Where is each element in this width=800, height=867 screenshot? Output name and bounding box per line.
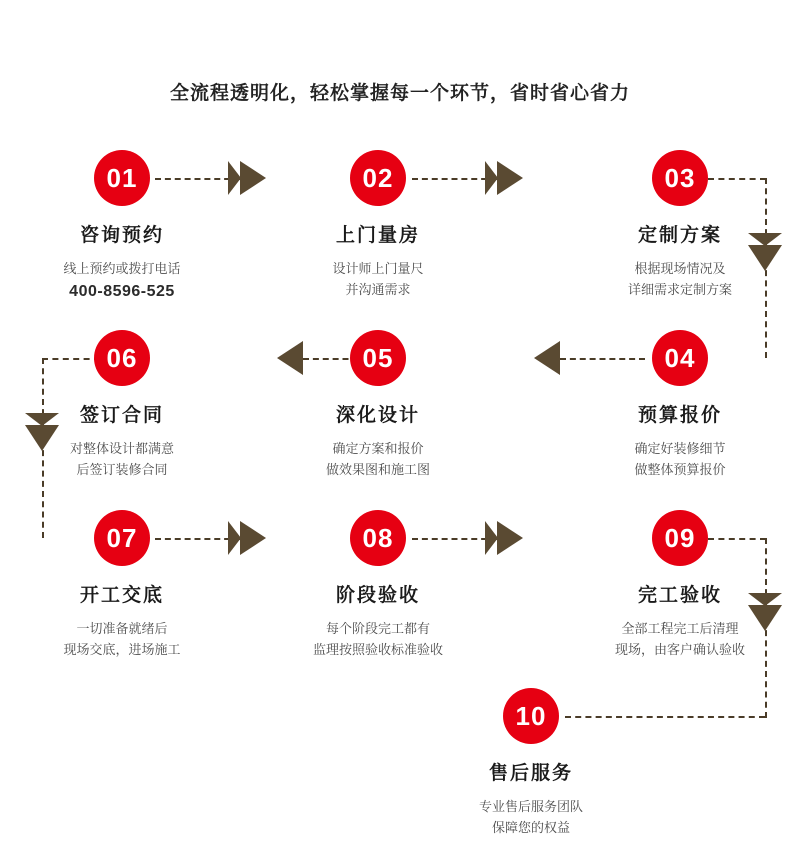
step-desc-line1: 确定好装修细节 xyxy=(634,441,726,456)
step-desc-line2: 现场交底，进场施工 xyxy=(63,642,181,657)
step-description xyxy=(431,796,631,838)
step-badge: 03 xyxy=(652,150,708,206)
step-05[interactable] xyxy=(278,330,478,480)
arrow-right-tail-02-03 xyxy=(485,161,498,195)
step-title: 售后服务 xyxy=(488,763,573,784)
arrow-right-tail-07-08 xyxy=(228,521,241,555)
step-description xyxy=(22,618,222,660)
step-10[interactable] xyxy=(431,688,631,838)
step-09[interactable] xyxy=(580,510,780,660)
step-badge: 01 xyxy=(94,150,150,206)
step-07[interactable] xyxy=(22,510,222,660)
step-title: 定制方案 xyxy=(637,225,722,246)
step-title: 签订合同 xyxy=(79,405,164,426)
step-desc-line1: 线上预约或拨打电话 xyxy=(63,261,181,276)
step-desc-line1: 设计师上门量尺 xyxy=(332,261,424,276)
step-badge: 06 xyxy=(94,330,150,386)
step-desc-line1: 对整体设计都满意 xyxy=(69,441,174,456)
step-desc-line2: 并沟通需求 xyxy=(345,282,411,297)
step-08[interactable] xyxy=(278,510,478,660)
step-description xyxy=(278,438,478,480)
step-description xyxy=(22,258,222,302)
step-badge: 02 xyxy=(350,150,406,206)
step-badge: 05 xyxy=(350,330,406,386)
page-title: 全流程透明化，轻松掌握每一个环节，省时省心省力 xyxy=(169,83,630,104)
step-desc-line2: 做整体预算报价 xyxy=(634,462,726,477)
step-title: 完工验收 xyxy=(637,585,722,606)
step-badge: 07 xyxy=(94,510,150,566)
step-description xyxy=(22,438,222,480)
step-desc-line2: 保障您的权益 xyxy=(491,820,570,835)
step-title: 开工交底 xyxy=(79,585,164,606)
step-desc-line2: 详细需求定制方案 xyxy=(627,282,732,297)
step-title: 预算报价 xyxy=(637,405,722,426)
step-desc-line2: 做效果图和施工图 xyxy=(325,462,430,477)
step-desc-line1: 一切准备就绪后 xyxy=(76,621,168,636)
step-desc-line1: 根据现场情况及 xyxy=(634,261,726,276)
step-description xyxy=(278,258,478,300)
step-description xyxy=(580,258,780,300)
step-desc-line1: 每个阶段完工都有 xyxy=(325,621,430,636)
arrow-right-tail-01-02 xyxy=(228,161,241,195)
step-desc-line2: 后签订装修合同 xyxy=(76,462,168,477)
step-description xyxy=(580,618,780,660)
step-desc-line2: 现场，由客户确认验收 xyxy=(614,642,745,657)
arrow-right-icon-02-03 xyxy=(497,161,523,195)
step-badge: 08 xyxy=(350,510,406,566)
arrow-right-tail-08-09 xyxy=(485,521,498,555)
step-title: 阶段验收 xyxy=(335,585,420,606)
step-title: 咨询预约 xyxy=(79,225,164,246)
contact-phone: 400-8596-525 xyxy=(69,283,175,300)
step-04[interactable] xyxy=(580,330,780,480)
arrow-right-icon-07-08 xyxy=(240,521,266,555)
step-desc-line1: 确定方案和报价 xyxy=(332,441,424,456)
step-desc-line1: 专业售后服务团队 xyxy=(478,799,583,814)
step-badge: 09 xyxy=(652,510,708,566)
arrow-left-tail-04-05 xyxy=(547,341,560,375)
step-title: 上门量房 xyxy=(335,225,420,246)
step-badge: 04 xyxy=(652,330,708,386)
step-badge: 10 xyxy=(503,688,559,744)
step-title: 深化设计 xyxy=(335,405,420,426)
step-01[interactable] xyxy=(22,150,222,302)
step-desc-line1: 全部工程完工后清理 xyxy=(621,621,739,636)
step-desc-line2: 监理按照验收标准验收 xyxy=(312,642,443,657)
arrow-right-icon-08-09 xyxy=(497,521,523,555)
step-03[interactable] xyxy=(580,150,780,300)
step-02[interactable] xyxy=(278,150,478,300)
step-description xyxy=(580,438,780,480)
step-06[interactable] xyxy=(22,330,222,480)
arrow-right-icon-01-02 xyxy=(240,161,266,195)
step-description xyxy=(278,618,478,660)
